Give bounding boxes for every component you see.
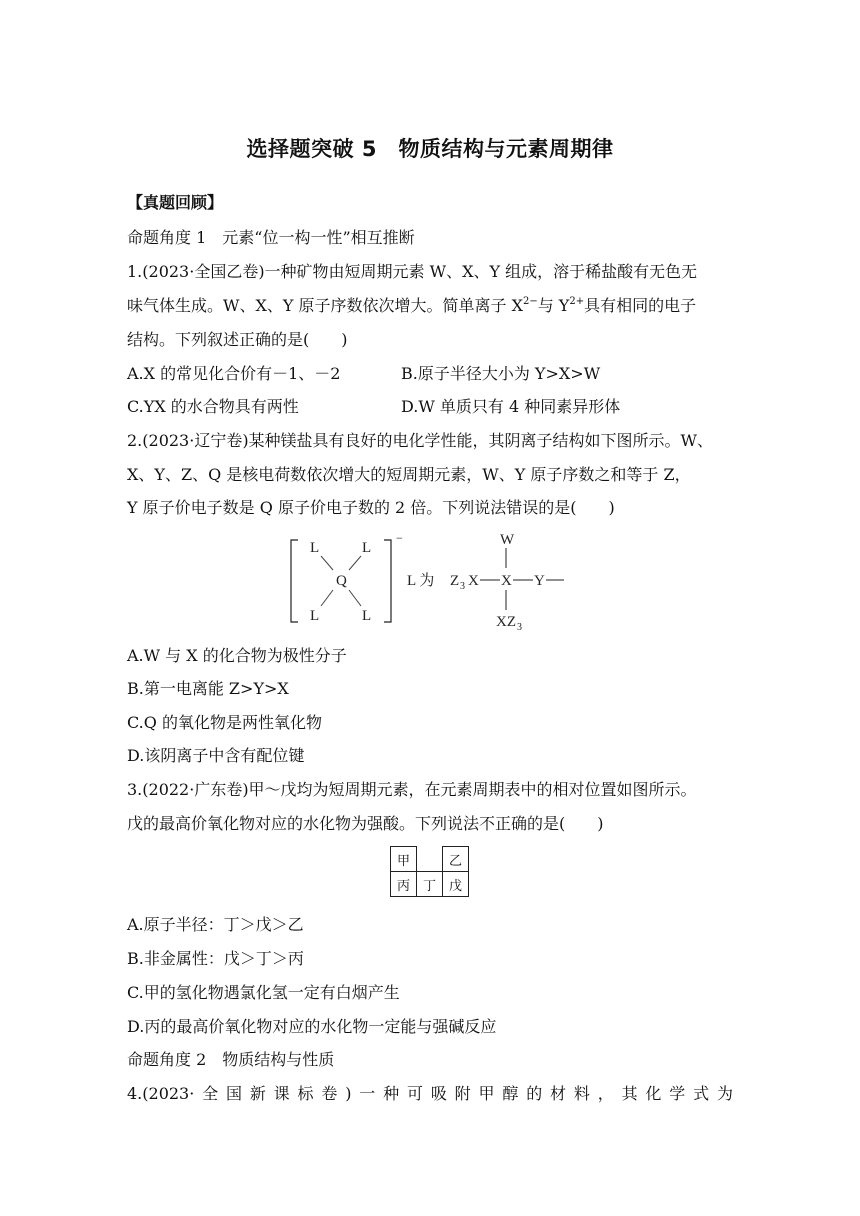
q2-line-1: 2.(2023·辽宁卷)某种镁盐具有良好的电化学性能，其阴离子结构如下图所示。W、: [127, 431, 714, 450]
q1-option-d: D.W 单质只有 4 种同素异形体: [401, 397, 621, 416]
q2-option-a: A.W 与 X 的化合物为极性分子: [127, 646, 347, 665]
q1-option-a: A.X 的常见化合价有－1、－2: [127, 364, 341, 383]
q4-line-1: 4.(2023· 全 国 新 课 标 卷 ) 一 种 可 吸 附 甲 醇 的 材 料 ， 其 化 学 式 为: [127, 1084, 733, 1103]
group-xz: XZ: [496, 614, 516, 630]
cell-wu: 戊: [443, 872, 469, 897]
q2-line-2: X、Y、Z、Q 是核电荷数依次增大的短周期元素，W、Y 原子序数之和等于 Z，: [127, 465, 691, 484]
q1-option-b: B.原子半径大小为 Y>X>W: [401, 364, 601, 383]
ligand-l: L: [362, 540, 372, 556]
q3-option-c: C.甲的氢化物遇氯化氢一定有白烟产生: [127, 983, 400, 1002]
atom-y: Y: [534, 573, 545, 589]
atom-w: W: [500, 532, 515, 548]
q3-option-d: D.丙的最高价氧化物对应的水化物一定能与强碱反应: [127, 1017, 497, 1036]
anion-structure-diagram: [260, 528, 580, 636]
cell-ding: 丁: [417, 872, 443, 897]
q2-option-c: C.Q 的氧化物是两性氧化物: [127, 713, 322, 732]
q2-option-d: D.该阴离子中含有配位键: [127, 746, 305, 765]
cell-empty: [417, 847, 443, 872]
ligand-l: L: [310, 608, 320, 624]
angle-1-heading: 命题角度 1 元素“位一构一性”相互推断: [127, 228, 415, 247]
atom-x: X: [468, 573, 479, 589]
q2-line-3: Y 原子价电子数是 Q 原子价电子数的 2 倍。下列说法错误的是( ): [127, 498, 615, 517]
q1-option-c: C.YX 的水合物具有两性: [127, 397, 299, 416]
cell-jia: 甲: [391, 847, 417, 872]
page-title: 选择题突破 5 物质结构与元素周期律: [246, 137, 614, 161]
center-q: Q: [336, 573, 347, 589]
q3-option-a: A.原子半径：丁＞戊＞乙: [127, 915, 304, 934]
cell-bing: 丙: [391, 872, 417, 897]
q2-option-b: B.第一电离能 Z>Y>X: [127, 679, 289, 698]
periodic-position-table: [390, 846, 469, 897]
subscript-3: 3: [517, 622, 522, 633]
q3-line-1: 3.(2022·广东卷)甲～戊均为短周期元素，在元素周期表中的相对位置如图所示。: [127, 780, 697, 799]
subscript-3: 3: [460, 581, 465, 592]
q1-line-2: 味气体生成。W、X、Y 原子序数依次增大。简单离子 $X^{2-}$与 $Y^{2+}$具有相同的电子: [127, 296, 697, 315]
q3-option-b: B.非金属性：戊＞丁＞丙: [127, 949, 304, 968]
ligand-l: L: [362, 608, 372, 624]
q1-line-1: 1.(2023·全国乙卷)一种矿物由短周期元素 W、X、Y 组成，溶于稀盐酸有无色无: [127, 262, 698, 281]
atom-x-center: X: [501, 573, 512, 589]
q3-line-2: 戊的最高价氧化物对应的水化物为强酸。下列说法不正确的是( ): [127, 814, 604, 833]
section-header: 【真题回顾】: [127, 193, 224, 212]
cell-yi: 乙: [443, 847, 469, 872]
atom-z: Z: [450, 573, 460, 589]
angle-2-heading: 命题角度 2 物质结构与性质: [127, 1050, 335, 1069]
anion-charge: −: [396, 531, 403, 545]
ligand-l: L: [310, 540, 320, 556]
q1-line-3: 结构。下列叙述正确的是( ): [127, 330, 348, 349]
l-definition-label: L 为: [407, 573, 435, 589]
